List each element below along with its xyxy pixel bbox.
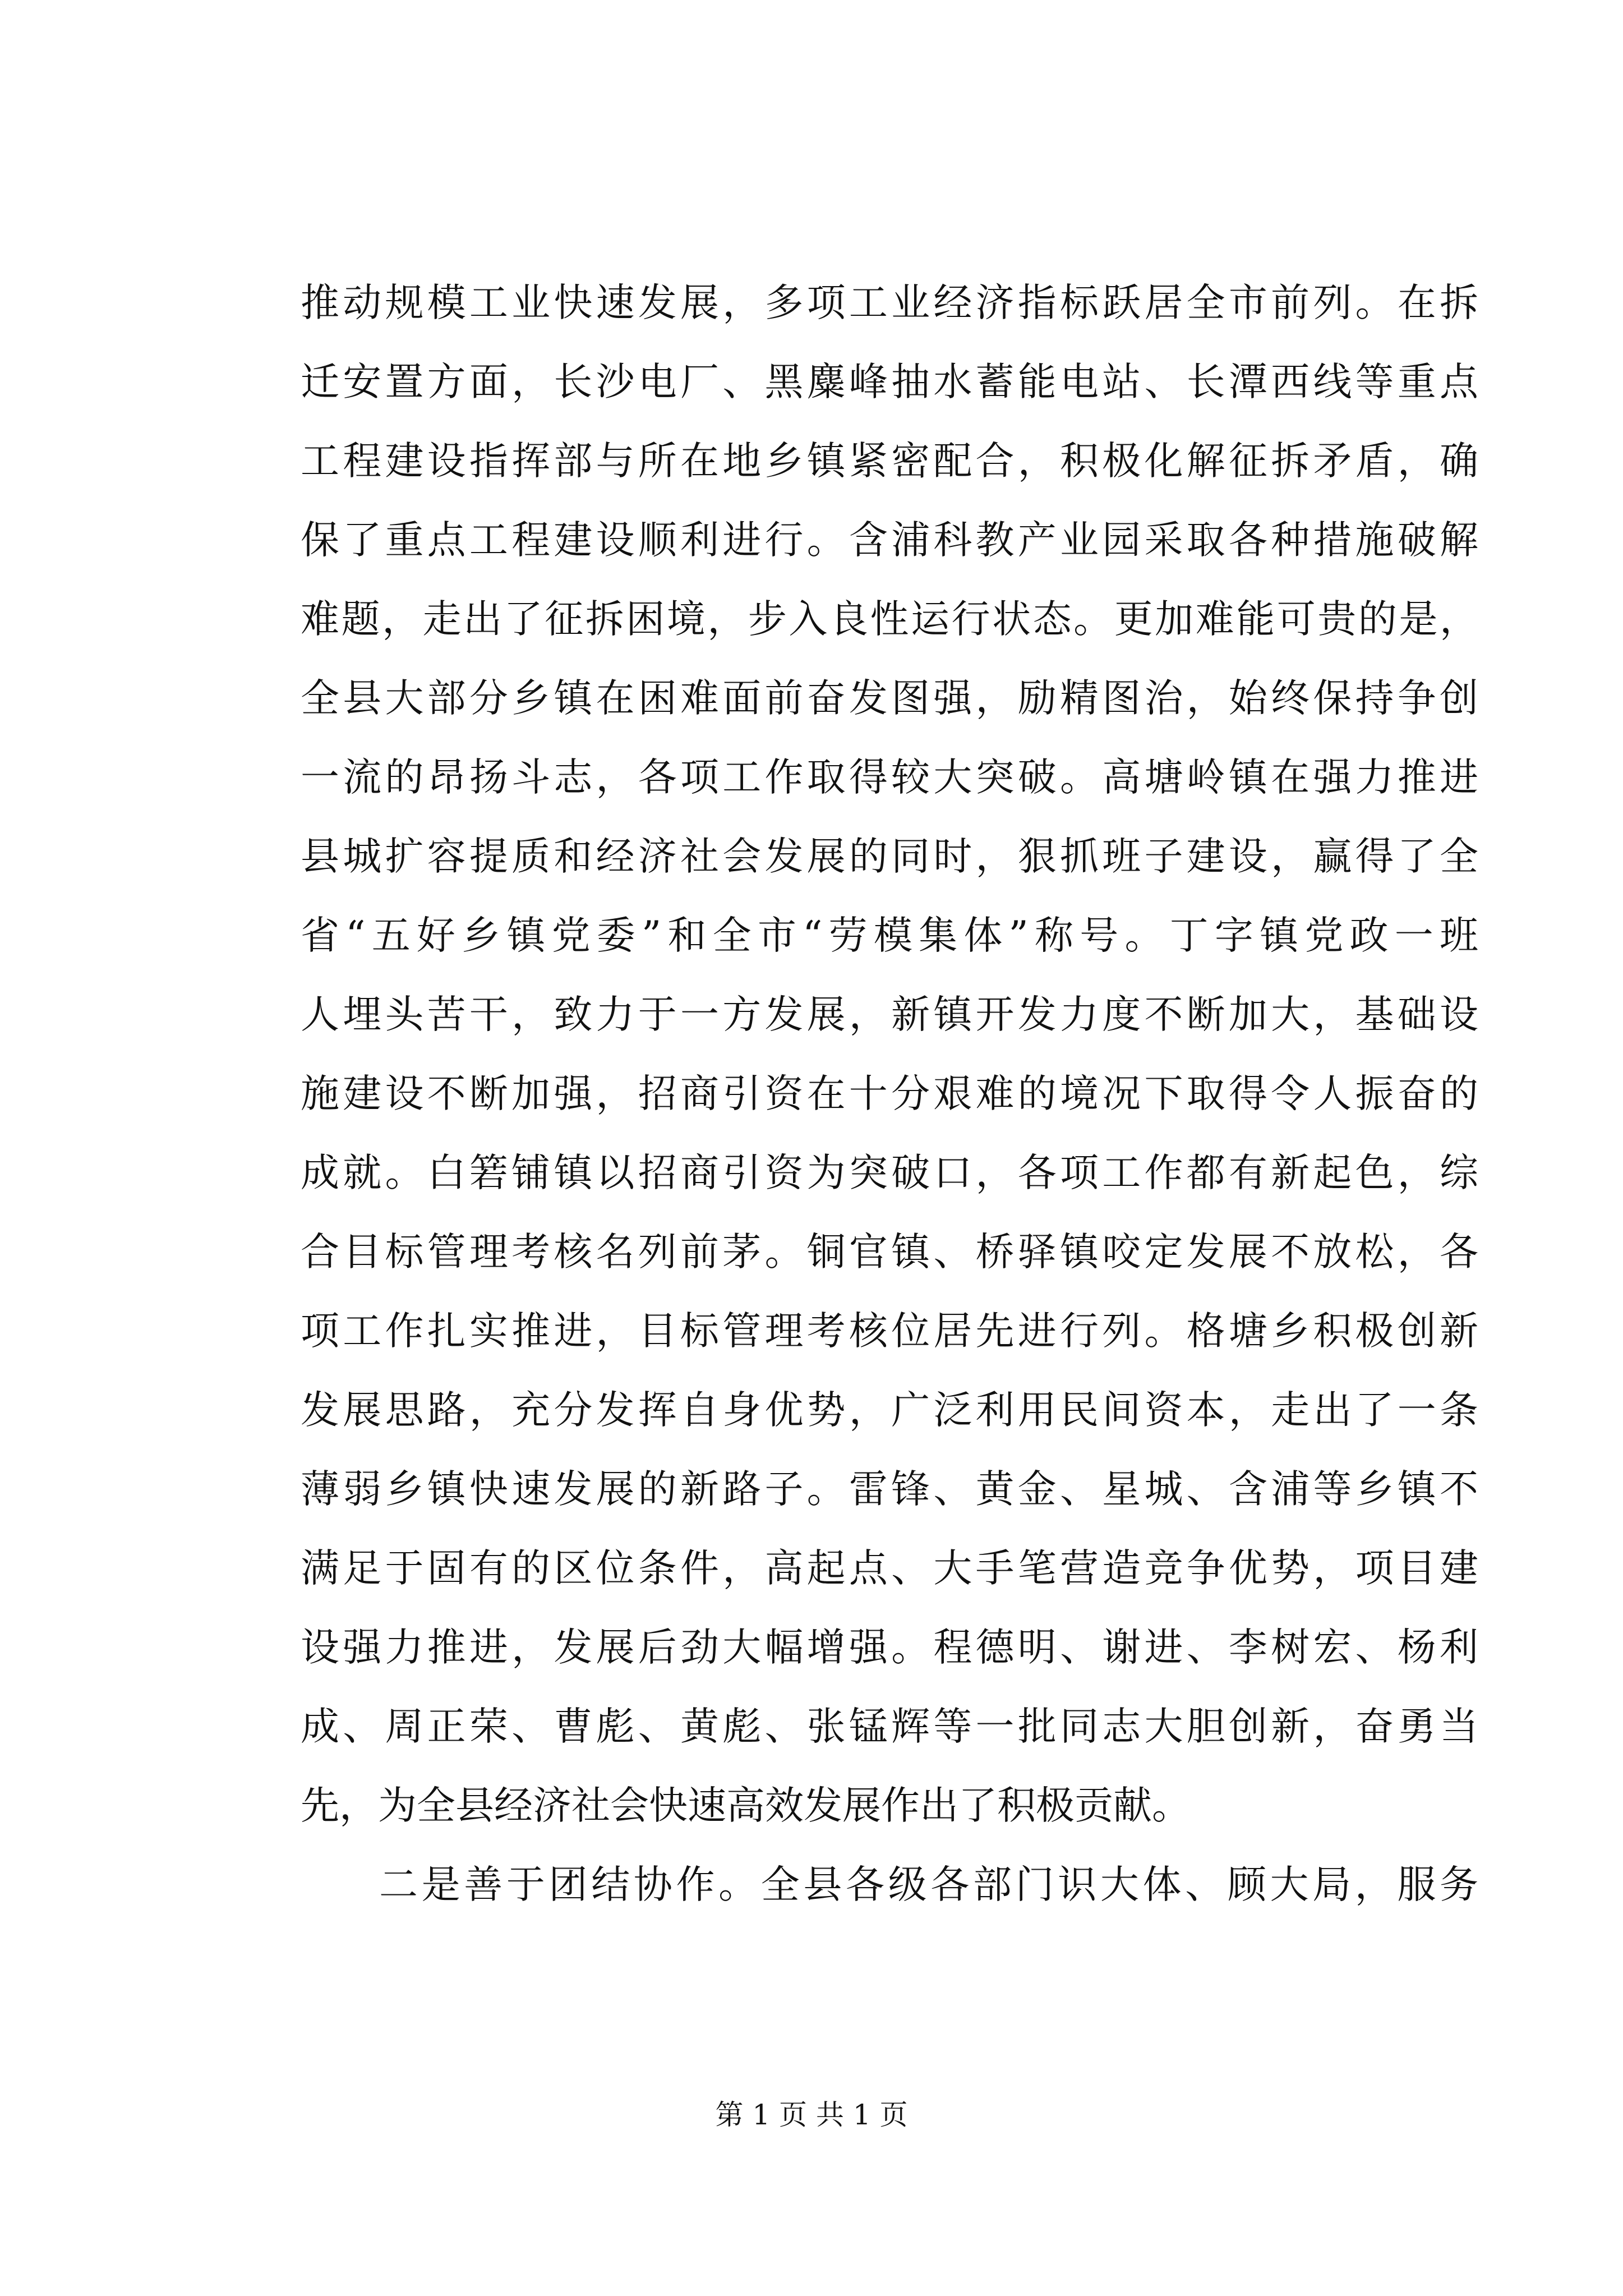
text-line: 合目标管理考核名列前茅。铜官镇、桥驿镇咬定发展不放松，各	[301, 1230, 1478, 1274]
text-line: 设强力推进，发展后劲大幅增强。程德明、谢进、李树宏、杨利	[301, 1625, 1478, 1670]
text-line: 难题，走出了征拆困境，步入良性运行状态。更加难能可贵的是，	[301, 597, 1478, 642]
paragraph-end-line: 先，为全县经济社会快速高效发展作出了积极贡献。	[301, 1783, 1191, 1828]
text-line: 施建设不断加强，招商引资在十分艰难的境况下取得令人振奋的	[301, 1071, 1478, 1116]
text-line: 项工作扎实推进，目标管理考核位居先进行列。格塘乡积极创新	[301, 1309, 1478, 1354]
text-line: 成就。白箬铺镇以招商引资为突破口，各项工作都有新起色，综	[301, 1151, 1478, 1195]
paragraph-start-line: 二是善于团结协作。全县各级各部门识大体、顾大局，服务	[379, 1862, 1478, 1907]
text-line: 一流的昂扬斗志，各项工作取得较大突破。高塘岭镇在强力推进	[301, 755, 1478, 800]
text-line: 满足于固有的区位条件，高起点、大手笔营造竞争优势，项目建	[301, 1546, 1478, 1591]
text-line: 薄弱乡镇快速发展的新路子。雷锋、黄金、星城、含浦等乡镇不	[301, 1467, 1478, 1512]
body-text	[301, 264, 1478, 1925]
text-line: 人埋头苦干，致力于一方发展，新镇开发力度不断加大，基础设	[301, 992, 1478, 1037]
page-number-footer: 第 1 页 共 1 页	[715, 2099, 908, 2131]
text-line: 迁安置方面，长沙电厂、黑麋峰抽水蓄能电站、长潭西线等重点	[301, 360, 1478, 404]
text-line: 工程建设指挥部与所在地乡镇紧密配合，积极化解征拆矛盾，确	[301, 439, 1478, 484]
text-line: 县城扩容提质和经济社会发展的同时，狠抓班子建设，赢得了全	[301, 834, 1478, 879]
text-line: 省“五好乡镇党委”和全市“劳模集体”称号。丁字镇党政一班	[301, 913, 1478, 958]
text-line: 推动规模工业快速发展，多项工业经济指标跃居全市前列。在拆	[301, 280, 1478, 325]
text-line: 发展思路，充分发挥自身优势，广泛利用民间资本，走出了一条	[301, 1388, 1478, 1433]
text-line: 保了重点工程建设顺利进行。含浦科教产业园采取各种措施破解	[301, 518, 1478, 563]
text-line: 全县大部分乡镇在困难面前奋发图强，励精图治，始终保持争创	[301, 676, 1478, 721]
text-line: 成、周正荣、曹彪、黄彪、张锰辉等一批同志大胆创新，奋勇当	[301, 1704, 1478, 1749]
